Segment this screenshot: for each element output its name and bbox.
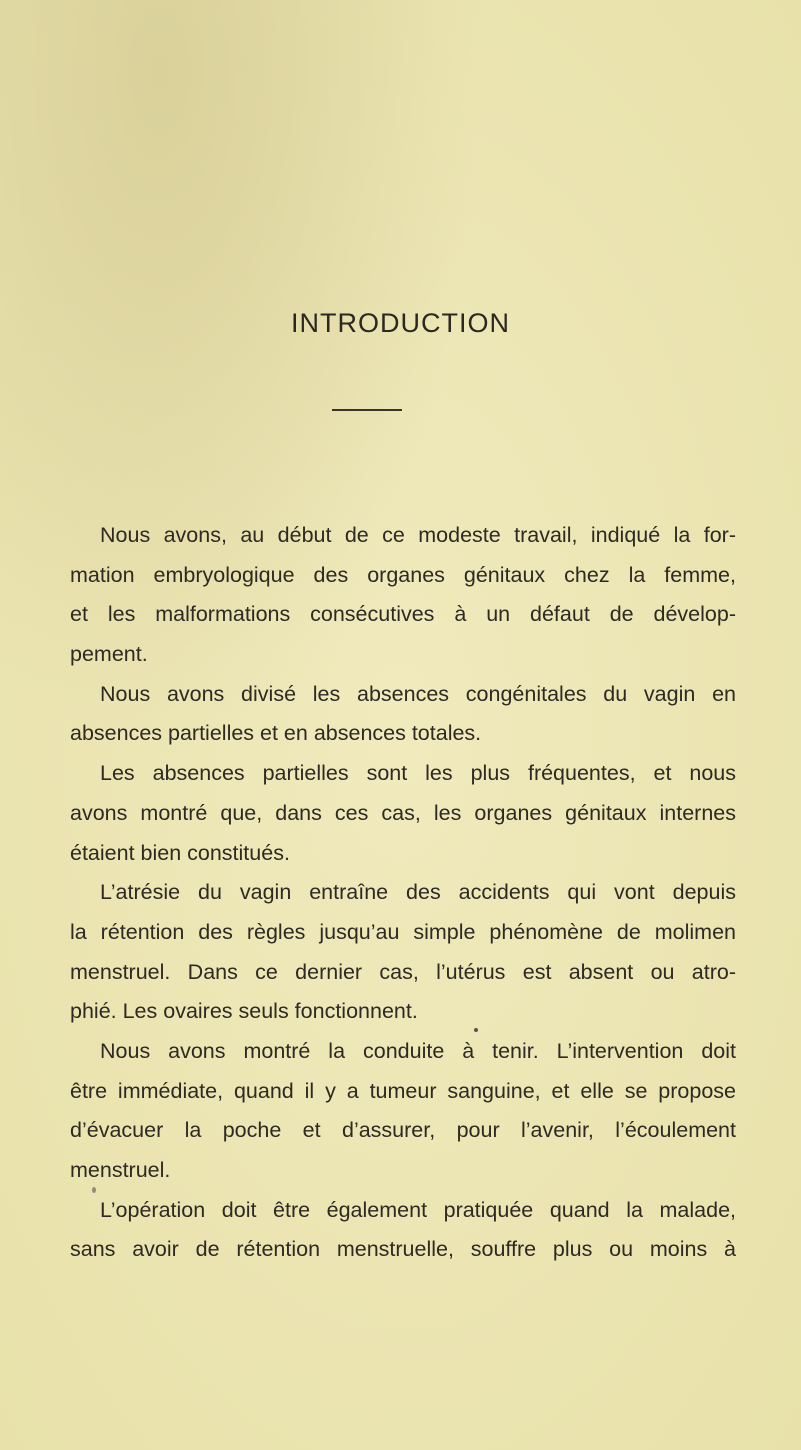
page-title: INTRODUCTION [291,308,510,338]
text-line: Nous avons montré la conduite à tenir. L’intervention doit [100,1038,736,1063]
text-line: mation embryologique des organes génitaux chez la femme, [70,562,736,587]
text-line: menstruel. Dans ce dernier cas, l’utérus est absent ou atro- [70,959,736,984]
ink-speck [474,1028,478,1032]
text-line: d’évacuer la poche et d’assurer, pour l’avenir, l’écoulement [70,1118,736,1143]
text-line: Nous avons, au début de ce modeste travail, indiqué la for- [100,523,736,547]
text-line: étaient bien constitués. [70,840,290,865]
text-line: Nous avons divisé les absences congénitales du vagin en [100,681,736,706]
text-line: Les absences partielles sont les plus fréquentes, et nous [100,761,736,786]
text-line: avons montré que, dans ces cas, les organes génitaux internes [70,800,736,825]
text-line: phié. Les ovaires seuls fonctionnent. [70,999,418,1024]
text-line: absences partielles et en absences totales. [70,721,482,746]
text-line: être immédiate, quand il y a tumeur sanguine, et elle se propose [70,1078,736,1103]
text-line: la rétention des règles jusqu’au simple phénomène de molimen [70,919,736,944]
text-line: L’opération doit être également pratiquée quand la malade, [100,1197,736,1222]
text-line: L’atrésie du vagin entraîne des accidents qui vont depuis [100,880,736,905]
text-line: menstruel. [70,1158,171,1182]
ink-speck [92,1187,96,1193]
title-divider [332,409,402,411]
text-line: pement. [70,642,148,667]
text-line: sans avoir de rétention menstruelle, souffre plus ou moins à [70,1237,736,1262]
text-line: et les malformations consécutives à un défaut de dévelop- [70,602,736,627]
body-text [70,516,736,1270]
